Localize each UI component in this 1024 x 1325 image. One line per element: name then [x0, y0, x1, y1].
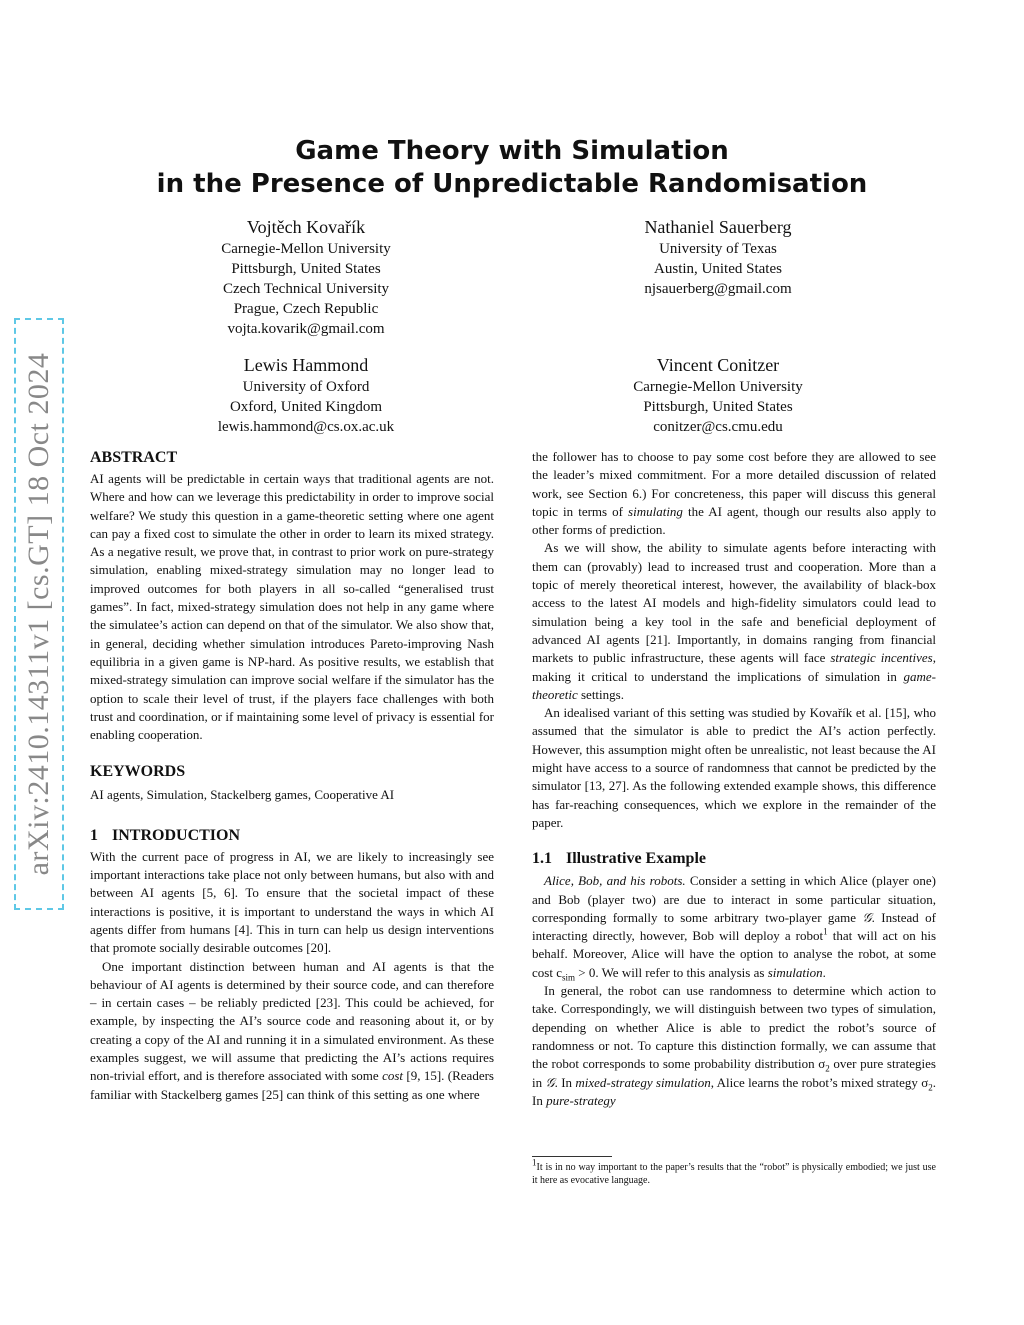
author-affiliation: Pittsburgh, United States — [643, 399, 793, 415]
footnote-rule — [532, 1156, 612, 1157]
title-line-1: Game Theory with Simulation — [295, 136, 729, 166]
author-name: Vojtěch Kovařík — [246, 217, 366, 237]
keywords-heading: KEYWORDS — [90, 763, 186, 781]
section-heading-introduction — [90, 826, 494, 846]
author-name: Vincent Conitzer — [656, 355, 780, 375]
author-email: conitzer@cs.cmu.edu — [653, 419, 783, 435]
intro-paragraph-2: One important distinction between human and AI agents is that the behaviour of AI agents is determined by their source code, and can therefore – in certain cases – be reliably predicted [23]. This could be achieved, for example, by inspecting the AI’s source code and reasoning about it, or by creating a copy of the AI and running it in a simulated environment. As these examples suggest, we will assume that predicting the AI’s actions requires non-trivial effort, and is therefore associated with some cost [9, 15]. (Readers familiar with Stackelberg games [25] can think of this setting as one where — [90, 958, 494, 1102]
subsection-number: 1.1 — [532, 850, 552, 868]
author-block-4 — [553, 354, 883, 437]
example-paragraph-2: In general, the robot can use randomness to determine which action to take. Correspondingly, we will distinguish between two types of simulation, depending on whether Alice is able to predict the robot’s source of randomness or not. To capture this distinction formally, we can assume that the robot corresponds to some probability distribution $\sigma_2$ over pure strategies in 𝒢. In mixed-strategy simulation, Alice learns the robot’s mixed strategy $\sigma_2$. In pure-strategy — [532, 983, 936, 1108]
arxiv-id: arXiv:2410.14311v1 [cs.GT] 18 Oct 2024 — [22, 352, 55, 876]
author-affiliation: Carnegie-Mellon University — [221, 241, 391, 257]
author-affiliation: Austin, United States — [654, 261, 782, 277]
keywords-text: AI agents, Simulation, Stackelberg games, Cooperative AI — [90, 787, 395, 803]
right-column — [532, 448, 936, 1110]
footnote-marker: 1 — [823, 926, 828, 937]
author-name: Lewis Hammond — [243, 355, 369, 375]
footnote — [532, 1157, 936, 1187]
paper-title — [0, 135, 1024, 201]
author-email: njsauerberg@gmail.com — [644, 281, 792, 297]
author-affiliation: Czech Technical University — [222, 281, 390, 297]
intro-paragraph-3: As we will show, the ability to simulate agents before interacting with them can (provably) lead to increased trust and cooperation. More than a topic of merely theoretical interest, however, the availability of black-box access to the latest AI models and high-fidelity simulators could lead to simulation being a key tool in the safe and beneficial deployment of advanced AI agents [21]. Importantly, in domains ranging from financial markets to public infrastructure, these agents will face strategic incentives, making it critical to understand the implications of simulation in game-theoretic settings. — [532, 540, 936, 702]
author-affiliation: Prague, Czech Republic — [233, 301, 379, 317]
abstract-text: AI agents will be predictable in certain ways that traditional agents are not. Where and how can we leverage this predictability in order to improve social welfare? We study this question in a game-theoretic setting where one agent can pay a fixed cost to simulate the other in order to learn its mixed strategy. As a negative result, we prove that, in contrast to prior work on pure-strategy simulation, enabling mixed-strategy simulation may no longer lead to improved outcomes for both players in all so-called “generalised trust games”. In fact, mixed-strategy simulation does not help in any game where the simulatee’s action can depend on that of the simulator. We also show that, in general, deciding whether simulation introduces Pareto-improving Nash equilibria in a given game is NP-hard. As positive results, we establish that mixed-strategy simulation can improve social welfare if the simulator has the option to scale their level of trust, if the players face challenges with both trust and coordination, or if maintaining some level of privacy is essential for enabling cooperation. — [90, 471, 494, 743]
example-paragraph-1: Alice, Bob, and his robots. Consider a setting in which Alice (player one) and Bob (player two) are due to interact in some particular situation, corresponding formally to some arbitrary two-player game 𝒢. Instead of interacting directly, however, Bob will deploy a robot$^1$ that will act on his behalf. Moreover, Alice will have the option to analyse the robot, at some cost $c_{sim} > 0$. We will refer to this analysis as simulation. — [532, 873, 937, 983]
author-affiliation: Carnegie-Mellon University — [633, 379, 803, 395]
author-block-3 — [141, 354, 471, 437]
footnote-text: It is in no way important to the paper’s results that the “robot” is physically embodied; we just use it here as evocative language. — [532, 1162, 936, 1186]
author-affiliation: Pittsburgh, United States — [231, 261, 381, 277]
section-number: 1 — [90, 826, 98, 844]
subsection-title: Illustrative Example — [566, 850, 706, 868]
left-column — [90, 448, 494, 1104]
intro-paragraph-1: With the current pace of progress in AI, we are likely to increasingly see important interactions take place not only between humans, but also with and between AI agents [5, 6]. To ensure that the societal impact of these interactions is positive, it is important to understand the ways in which AI agents differ from humans [4]. This in turn can help us design interventions that promote socially desirable outcomes [20]. — [90, 848, 494, 956]
author-name: Nathaniel Sauerberg — [644, 217, 792, 237]
author-block-2 — [553, 216, 883, 299]
author-email: lewis.hammond@cs.ox.ac.uk — [217, 419, 395, 435]
author-affiliation: Oxford, United Kingdom — [229, 399, 383, 415]
author-affiliation: University of Oxford — [242, 379, 370, 395]
intro-paragraph-2-continued: the follower has to choose to pay some cost before they are allowed to see the leader’s mixed commitment. For a more detailed discussion of related work, see Section 6.) For concreteness, this paper will discuss this general topic in terms of simulating the AI agent, though our results also apply to other forms of prediction. — [532, 449, 936, 538]
intro-paragraph-4: An idealised variant of this setting was studied by Kovařík et al. [15], who assumed that the simulator is able to predict the AI’s action perfectly. However, this assumption might often be unrealistic, not least because the AI might have access to a source of randomness that cannot be predicted by the simulator [13, 27]. As the following extended example shows, this difference has far-reaching consequences, which we explore in the remainder of the paper. — [532, 705, 936, 830]
arxiv-sidebar — [14, 318, 64, 910]
author-email: vojta.kovarik@gmail.com — [227, 321, 385, 337]
section-title: INTRODUCTION — [112, 826, 241, 844]
author-block-1 — [141, 216, 471, 339]
footnote-mark: 1 — [532, 1157, 537, 1168]
author-affiliation: University of Texas — [659, 241, 777, 257]
title-line-2: in the Presence of Unpredictable Randomisation — [156, 169, 868, 199]
abstract-heading: ABSTRACT — [90, 449, 178, 466]
subsection-heading-illustrative-example — [532, 849, 936, 869]
